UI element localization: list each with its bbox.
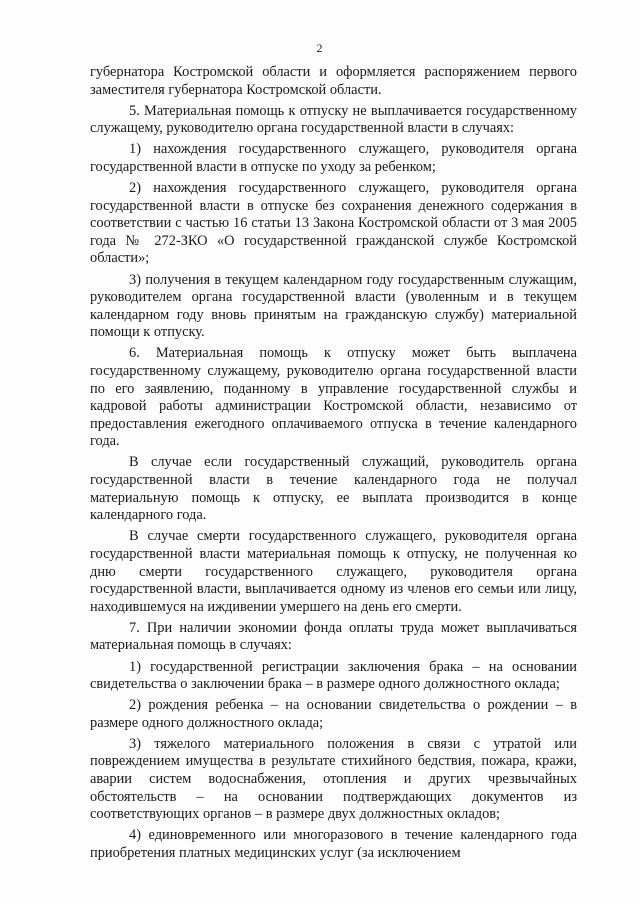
- paragraph-clause-5-item-3: 3) получения в текущем календарном году государственным служащим, руководителем органа государственной власти (уволенным и в текущем календарном году вновь принятым на гражданскую службу) материальной помощи к отпуску.: [90, 271, 577, 341]
- paragraph-clause-6-case-2: В случае смерти государственного служащего, руководителя органа государственной власти материальная помощь к отпуску, не полученная ко дню смерти государственного служащего, руководителя органа государственной власти, выплачивается одному из членов его семьи или лицу, находившемуся на иждивении умершего на день его смерти.: [90, 528, 577, 615]
- paragraph-clause-5: 5. Материальная помощь к отпуску не выплачивается государственному служащему, руководителю органа государственной власти в случаях:: [90, 102, 577, 137]
- page-number: 2: [316, 41, 323, 55]
- paragraph-clause-6-case-1: В случае если государственный служащий, руководитель органа государственной власти в течение календарного года не получал материальную помощь к отпуску, ее выплата производится в конце календарного года.: [90, 454, 577, 524]
- paragraph-clause-5-item-2: 2) нахождения государственного служащего, руководителя органа государственной власти в отпуске без сохранения денежного содержания в соответствии с частью 16 статьи 13 Закона Костромской области от 3 мая 2005 года № 272-ЗКО «О государственной гражданской службе Костромской области»;: [90, 180, 577, 267]
- paragraph-clause-5-item-1: 1) нахождения государственного служащего, руководителя органа государственной власти в отпуске по уходу за ребенком;: [90, 141, 577, 175]
- paragraph-continuation: губернатора Костромской области и оформляется распоряжением первого заместителя губернатора Костромской области.: [90, 64, 577, 98]
- document-body: [90, 64, 577, 866]
- paragraph-clause-7: 7. При наличии экономии фонда оплаты труда может выплачиваться материальная помощь в случаях:: [90, 619, 577, 654]
- paragraph-clause-7-item-2: 2) рождения ребенка – на основании свидетельства о рождении – в размере одного должностного оклада;: [90, 697, 577, 731]
- paragraph-clause-6: 6. Материальная помощь к отпуску может быть выплачена государственному служащему, руководителю органа государственной власти по его заявлению, поданному в управление государственной службы и кадровой работы администрации Костромской области, независимо от предоставления ежегодного оплачиваемого отпуска в течение календарного года.: [90, 345, 577, 450]
- paragraph-clause-7-item-4: 4) единовременного или многоразового в течение календарного года приобретения платных медицинских услуг (за исключением: [90, 827, 577, 861]
- paragraph-clause-7-item-1: 1) государственной регистрации заключения брака – на основании свидетельства о заключении брака – в размере одного должностного оклада;: [90, 658, 577, 693]
- paragraph-clause-7-item-3: 3) тяжелого материального положения в связи с утратой или повреждением имущества в результате стихийного бедствия, пожара, кражи, аварии систем водоснабжения, отопления и других чрезвычайных обстоятельств – на основании подтверждающих документов из соответствующих органов – в размере двух должностных окладов;: [90, 735, 577, 823]
